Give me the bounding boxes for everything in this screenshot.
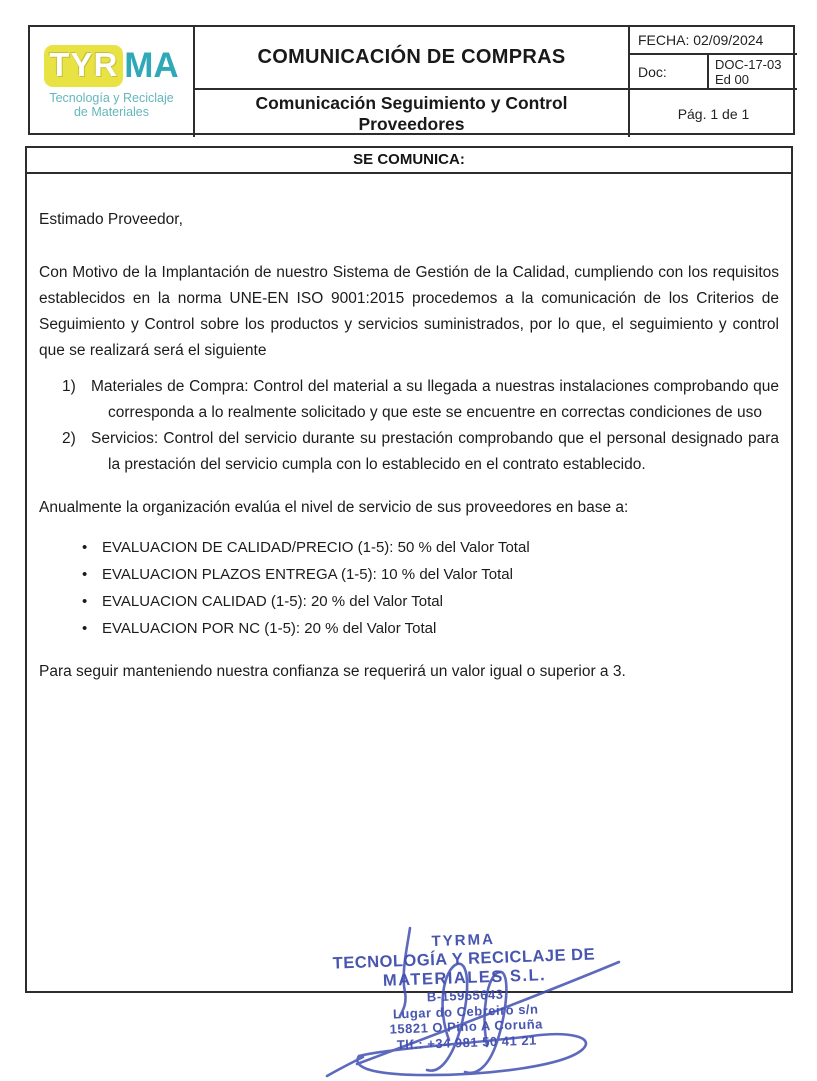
fecha-cell	[628, 27, 797, 55]
logo-mark-primary: TYR	[44, 45, 123, 87]
list-item-text: Servicios: Control del servicio durante su prestación comprobando que el personal designado para la prestación del servicio cumpla con lo establecido en el contrato establecido.	[91, 430, 779, 473]
logo-wordmark	[44, 45, 178, 87]
logo-tagline-line1: Tecnología y Reciclaje	[49, 91, 174, 105]
bullet-icon: •	[82, 566, 88, 583]
body-content	[27, 207, 791, 685]
document-title: COMUNICACIÓN DE COMPRAS	[257, 46, 566, 68]
stamp-line: Tlf.: +34 981 50 41 21	[396, 1032, 537, 1052]
stamp-line: MATERIALES S.L.	[382, 966, 547, 990]
signature-scribble-icon	[297, 916, 627, 1081]
list-item-text: Materiales de Compra: Control del material a su llegada a nuestras instalaciones comprobando que corresponda a lo realmente solicitado y que este se encuentre en correctas condiciones de uso	[91, 378, 779, 421]
document-body-frame	[25, 146, 793, 1052]
evaluation-item-text: EVALUACION CALIDAD (1-5): 20 % del Valor Total	[102, 593, 443, 610]
evaluation-intro: Anualmente la organización evalúa el nivel de servicio de sus proveedores en base a:	[39, 499, 629, 516]
control-criteria-list	[62, 374, 779, 478]
stamp-line: TYRMA	[431, 930, 496, 951]
intro-paragraph: Con Motivo de la Implantación de nuestro Sistema de Gestión de la Calidad, cumpliendo con los requisitos establecidos en la norma UNE-EN ISO 9001:2015 procedemos a la comunicación de los Criterios de Seguimiento y Control sobre los productos y servicios suministrados, por lo que, el seguimiento y control que se realizará será el siguiente	[39, 264, 779, 359]
title-cell	[195, 27, 628, 90]
evaluation-item-text: EVALUACION DE CALIDAD/PRECIO (1-5): 50 % del Valor Total	[102, 539, 530, 556]
logo-mark-secondary: MA	[124, 46, 179, 85]
evaluation-item-text: EVALUACION POR NC (1-5): 20 % del Valor Total	[102, 620, 437, 637]
document-subtitle: Comunicación Seguimiento y Control Proveedores	[255, 92, 568, 134]
announcement-banner: SE COMUNICA:	[27, 148, 791, 174]
stamp-line: Lugar do Cebreiro s/n	[392, 1000, 539, 1022]
evaluation-item	[82, 534, 779, 561]
page-number: Pág. 1 de 1	[677, 105, 750, 122]
list-marker: 2)	[62, 430, 76, 447]
list-item-materiales	[62, 374, 779, 426]
stamp-line: TECNOLOGÍA Y RECICLAJE DE	[332, 945, 596, 973]
doc-label-cell	[628, 55, 707, 90]
closing-paragraph: Para seguir manteniendo nuestra confianza se requerirá un valor igual o superior a 3.	[39, 663, 626, 680]
logo-tagline-line2: de Materiales	[73, 105, 150, 119]
fecha-value: FECHA: 02/09/2024	[638, 32, 764, 48]
doc-label: Doc:	[638, 63, 667, 80]
bullet-icon: •	[82, 620, 88, 637]
bullet-icon: •	[82, 539, 88, 556]
header-table	[28, 25, 795, 135]
logo-tagline	[49, 91, 173, 119]
evaluation-item-text: EVALUACION PLAZOS ENTREGA (1-5): 10 % del Valor Total	[102, 566, 513, 583]
doc-edition: Ed 00	[715, 71, 749, 87]
stamp-line: B-15965643	[426, 986, 504, 1005]
evaluation-item	[82, 615, 779, 642]
subtitle-cell	[195, 90, 628, 137]
salutation: Estimado Proveedor,	[39, 211, 183, 228]
evaluation-item	[82, 588, 779, 615]
list-marker: 1)	[62, 378, 76, 395]
evaluation-list	[82, 534, 779, 642]
doc-code: DOC-17-03	[715, 56, 782, 72]
page-number-cell	[628, 90, 797, 137]
evaluation-item	[82, 561, 779, 588]
bullet-icon: •	[82, 593, 88, 610]
stamp-line: 15821 O Pino A Coruña	[389, 1016, 544, 1037]
company-logo	[30, 27, 195, 137]
list-item-servicios	[62, 426, 779, 478]
doc-code-cell	[707, 55, 797, 90]
